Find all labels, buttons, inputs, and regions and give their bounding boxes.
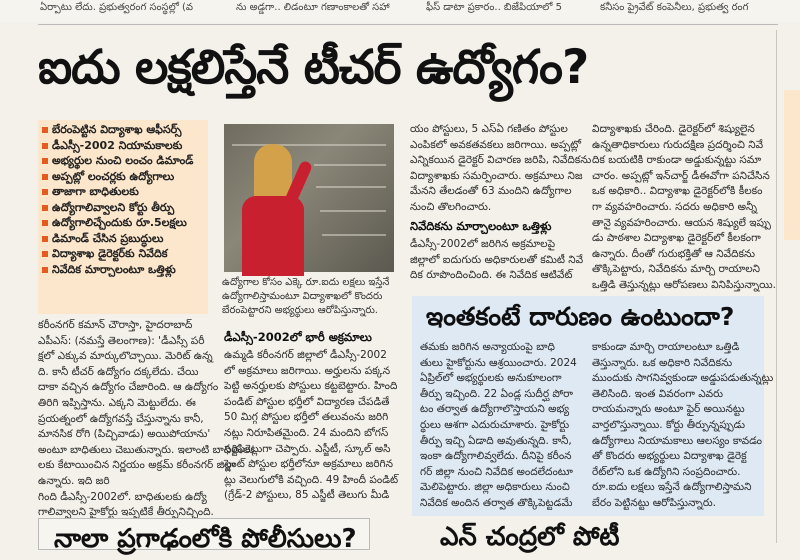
highlight-item: అభ్యర్థుల నుంచి లంచం డిమాండ్: [38, 153, 208, 169]
text-line: ర్థులు ఆశగా ఎదురుచూశారు. హైకోర్టు: [420, 418, 570, 431]
text-line: లకు కేటాయించిన నిర్ణయం అక్రమ్ కరీంనగర్ జిల్లా: [38, 459, 236, 472]
text-line: వార్తలొస్తున్నాయి. కోర్టు తీర్పున్నప్పుడు: [592, 418, 746, 431]
text-line: స్టెంట్ పోస్టుల భర్తీలోనూ అక్రమాలు జరిగిన: [224, 458, 394, 471]
text-line: ఒత్తిడి తెస్తున్నట్లు ఆరోపణలు వినిపిస్తున్నాయి.: [592, 278, 776, 291]
previous-article-strip: [0, 0, 800, 22]
text-line: గా వ్యవహరించారు. సదరు అధికారి అన్నీ: [592, 200, 757, 213]
text-line: మానసిక రోగి (పిచ్చివాడు) అయిపోయాను': [38, 428, 211, 441]
next-article-highlight: [784, 90, 800, 240]
text-line: తమకు జరిగిన అన్యాయంపై బాధి: [420, 341, 555, 353]
bottom-right-headline: ఎన్ చంద్రలో పోటీ: [440, 522, 620, 552]
bullet-icon: [42, 267, 48, 273]
bullet-icon: [42, 143, 48, 149]
bullet-icon: [42, 236, 48, 242]
text-line: ట్లు వెలుగులోకి వచ్చింది. 49 హిందీ పండిట్: [224, 473, 399, 486]
text-line: పండిట్ పోస్టుల భర్తీలో విద్యారణ చేపడితే: [224, 395, 390, 408]
text-line: రూ.ఐదు లక్షలు ఇస్తేనే ఉద్యోగాలిస్తామని: [592, 481, 752, 494]
highlight-item: తాజాగా బాధితులకు: [38, 184, 208, 200]
text-line: డీఎస్సీ-2002లో జరిగిన అక్రమాలపై: [410, 238, 556, 250]
text-line: ఒక అధికారి.. విద్యాశాఖ డైరెక్టర్‌లోకి కీలకం: [592, 185, 763, 198]
text-line: నుంచి తొలగించారు.: [410, 200, 492, 213]
text-line: పెట్టి అనర్హులకు పోస్టులు కట్టబెట్టారు. హింది: [224, 380, 398, 393]
strip-text-2: ను అడ్డగా.. లిడంటూ గణాంకాలతో సహా: [236, 2, 390, 13]
highlight-item: ఉద్యోగాలివ్వాలని కోర్టు తీర్పు: [38, 200, 208, 216]
text-line: ఉన్నతాధికారులు గురుదక్షిణ ప్రదర్శించి నివే: [592, 138, 764, 151]
text-line: కాకుండా మార్చి రాయాలంటూ ఒత్తిడి: [592, 341, 740, 353]
text-line: గాలివ్వాలని హైకోర్టు ఇప్పటికే తీర్పునిచ్చింది.: [38, 506, 214, 519]
text-line: గర్ జిల్లా నుంచి నివేదిక అందలేదంటూ: [420, 465, 573, 478]
text-line: ఏప్రిల్‌లో అభ్యర్థులకు అనుకూలంగా: [420, 372, 562, 385]
text-line: అంటూ బాధితులు చెబుతున్నారు. ఇలాంటి బాధితులు: [38, 443, 255, 456]
text-line: దాకా వచ్చిన ఉద్యోగం చేజారింది. ఆ ఉద్యోగం: [38, 381, 219, 394]
text-line: తానై వ్యవహరించారు. ఆయన శిష్యులే ఇప్పు: [592, 216, 771, 229]
divider: [38, 24, 778, 25]
text-line: ఉన్నారు. ఇది జరి: [38, 474, 110, 487]
highlights-box: [38, 120, 208, 314]
photo-caption: ఉద్యోగాల కోసం ఎక్కె రూ.ఐదు లక్షలు ఇస్తేనే ఉద్యోగాలిస్తామంటూ విద్యాశాఖలో కొందరు బేరంపెట్టారని అభ్యర్థులు ఆరోపిస్తున్నారు.: [222, 277, 390, 316]
bullet-icon: [42, 251, 48, 257]
text-line: తొక్కిపెట్టారు, నివేదికను మార్చి రాయాలని: [592, 263, 761, 276]
text-line: తులు హైకోర్టును ఆశ్రయించారు. 2024: [420, 356, 577, 369]
highlight-item: బేరంపెట్టిన విద్యాశాఖ ఆఫీసర్స్: [38, 122, 208, 138]
text-line: యం పోస్టులు, 5 ఎస్ఏ గణితం పోస్టుల: [410, 123, 568, 135]
text-line: ఉమ్మడి కరీంనగర్ జిల్లాలో డీఎస్సీ-2002: [224, 349, 387, 361]
bullet-icon: [42, 189, 48, 195]
mid-subhead: డీఎస్సీ-2002లో భారీ అక్రమాలు: [224, 330, 372, 344]
text-line: మెలిపెట్టారు. జిల్లా అధికారులు నుంచి: [420, 481, 570, 494]
text-line: విద్యాశాఖకు చేరింది. డైరెక్టర్‌లో శిష్యులైన: [592, 123, 755, 135]
text-line: ఉన్నారు. దీంతో గురుభక్తితో ఆ నివేదికను: [592, 247, 755, 260]
strip-text-1: ఏర్పాటు లేదు. ప్రభుత్వరంగ సంస్థల్లో (వ: [40, 2, 194, 13]
text-line: డు పాఠశాల విద్యాశాఖ డైరెక్టర్‌లో కీలకంగా: [592, 232, 761, 245]
text-line: ఎపీఎస్: (నమస్తే తెలంగాణ): 'డీఎస్సీ పరీ: [38, 334, 205, 347]
text-line: తెలిసింది. ఇంత వివరంగా ఎవరు: [592, 387, 723, 400]
text-line: ముందుకు సాగనివ్వకుండా అడ్డుపడుతున్నట్లు: [592, 372, 774, 385]
text-line: కరీంనగర్ కమాన్ చౌరాస్తా, హైదరాబాద్: [38, 319, 193, 331]
text-line: విద్యాశాఖకు సమర్పించారు. అక్రమాలు నిజ: [410, 169, 583, 182]
text-line: జిల్లాలో ఐదుగురు అధికారులతో కమిటీ నివే: [410, 253, 584, 266]
text-line: ఎంపికలో అవకతవకలు జరిగాయి. అప్పట్లో: [410, 138, 582, 151]
headline: ఐదు లక్షలిస్తేనే టీచర్ ఉద్యోగం?: [38, 40, 589, 95]
text-line: తిరిగి ఇప్పిస్తాను. ఎక్కని మెట్టులేదు. ఈ: [38, 396, 196, 409]
text-line: (గ్రేడ్-2 పోస్టులు, 85 ఎస్జీటీ తెలుగు మీడి: [224, 489, 390, 502]
text-line: ది. కానీ టీచర్ ఉద్యోగం దక్కలేదు. చేయి: [38, 365, 199, 378]
text-line: దిక బయటికి రాకుండా అడ్డుకున్నట్టు సమా: [592, 154, 762, 167]
bullet-icon: [42, 205, 48, 211]
bullet-icon: [42, 158, 48, 164]
highlight-item: విద్యాశాఖ డైరెక్టర్‌కు నివేదిక: [38, 246, 208, 262]
bullet-icon: [42, 174, 48, 180]
classroom-blackboard-photo: [224, 124, 394, 272]
text-line: నట్లు నిరూపితమైంది. 24 మందిని బోగస్: [224, 426, 389, 439]
strip-text-4: కనీసం ప్రైవేట్ కంపెనీలు, ప్రభుత్వ రంగ: [600, 2, 749, 13]
text-line: లో అక్రమాలు జరిగాయి. అర్హులను పక్కన: [224, 364, 391, 377]
highlight-item: ఉద్యోగాలిచ్చేందుకు రూ.5లక్షలు: [38, 215, 208, 231]
text-line: తో కొందరు అభ్యర్థులు విద్యాశాఖ డైరెక్ట: [592, 450, 747, 463]
col3-subhead: నివేదికను మార్చాలంటూ ఒత్తిళ్లు: [410, 219, 552, 233]
text-line: బేరం పెట్టినట్టు ఆరోపిస్తున్నారు.: [592, 496, 717, 509]
text-line: దిక రూపొందించింది. ఈ నివేదిక ఆటివేట్: [410, 269, 573, 282]
text-line: తీర్పు ఇచ్చింది. 22 ఏండ్ల సుదీర్ఘ పోరా: [420, 387, 573, 400]
highlight-item: డిమాండ్ చేసిన ప్రబుద్ధులు: [38, 231, 208, 247]
bottom-left-headline: నాలా ప్రగాఢంలోకి పోలీసులు?: [54, 524, 357, 554]
text-line: మేనని తేలడంతో 63 మందిని ఉద్యోగాల: [410, 185, 572, 198]
highlight-item: అప్పట్లో లంచర్లకు ఉద్యోగాలు: [38, 169, 208, 185]
middle-column-text: [224, 348, 400, 504]
text-line: ఇంకా ఉద్యోగాలివ్వలేదు. దీనిపై కరీంన: [420, 450, 572, 463]
column3-text: [410, 122, 592, 216]
text-line: సర్టిఫికెట్లుగా చెప్పారు. ఎస్జీటీ, స్కూల్ అసి: [224, 442, 391, 455]
column4-text: [592, 122, 774, 294]
bullet-icon: [42, 127, 48, 133]
box-title: ఇంతకంటే దారుణం ఉంటుందా?: [426, 302, 735, 331]
column3-text-lower: [410, 237, 584, 284]
text-line: రాయమన్నారు అంటూ ఫైర్ అయినట్టు: [592, 403, 745, 416]
text-line: చారం. అప్పట్లో ఇన్‌చార్జ్ డీఈవోగా పనిచేసిన: [592, 169, 770, 182]
bullet-icon: [42, 220, 48, 226]
divider: [776, 30, 777, 543]
text-line: గింది డీఎస్సీ-2002లో. బాధితులకు ఉద్యో: [38, 490, 207, 503]
highlight-item: డీఎస్సీ-2002 నియామకాలకు: [38, 138, 208, 154]
box-column-2: [592, 340, 774, 512]
text-line: ఉద్యోగాలు నియామకాలు ఆలస్యం కావడం: [592, 434, 763, 447]
strip-text-3: ఫీస్ డాటా ప్రకారం.. బిజేపియాలో 5: [426, 2, 562, 13]
text-line: తెస్తున్నారు. ఒక అధికారి నివేదికను: [592, 356, 733, 369]
text-line: ప్రయత్నంలో ఉద్యోగవస్తే చేస్తున్నాను కానీ,: [38, 412, 204, 425]
text-line: రేట్‌లోని ఒక ఉద్యోగిని సంప్రదించారు.: [592, 465, 741, 478]
text-line: తీర్పు ఇచ్చి ఏడాది అవుతున్నది. కానీ,: [420, 434, 572, 447]
text-line: టం తర్వాత ఉద్యోగాలొస్తాయని అభ్య: [420, 403, 570, 416]
text-line: ఎన్నికయిన డైరెక్టర్ విచారణ జరిపి, నివేదికను: [410, 154, 592, 167]
highlight-item: నివేదిక మార్చాలంటూ ఒత్తిళ్లు: [38, 262, 208, 278]
box-column-1: [420, 340, 588, 512]
text-line: 50 మిగ్గ పోస్టుల భర్తీలో తలువంను జరిగి: [224, 411, 389, 424]
text-line: నివేదిక అందిన తర్వాత తొక్కిపెట్టడమే: [420, 496, 573, 509]
text-line: క్షలో ఎక్కువ మార్కులొచ్చాయి. మెరిట్ ఉన్న: [38, 350, 213, 363]
left-column-text: [38, 318, 255, 521]
